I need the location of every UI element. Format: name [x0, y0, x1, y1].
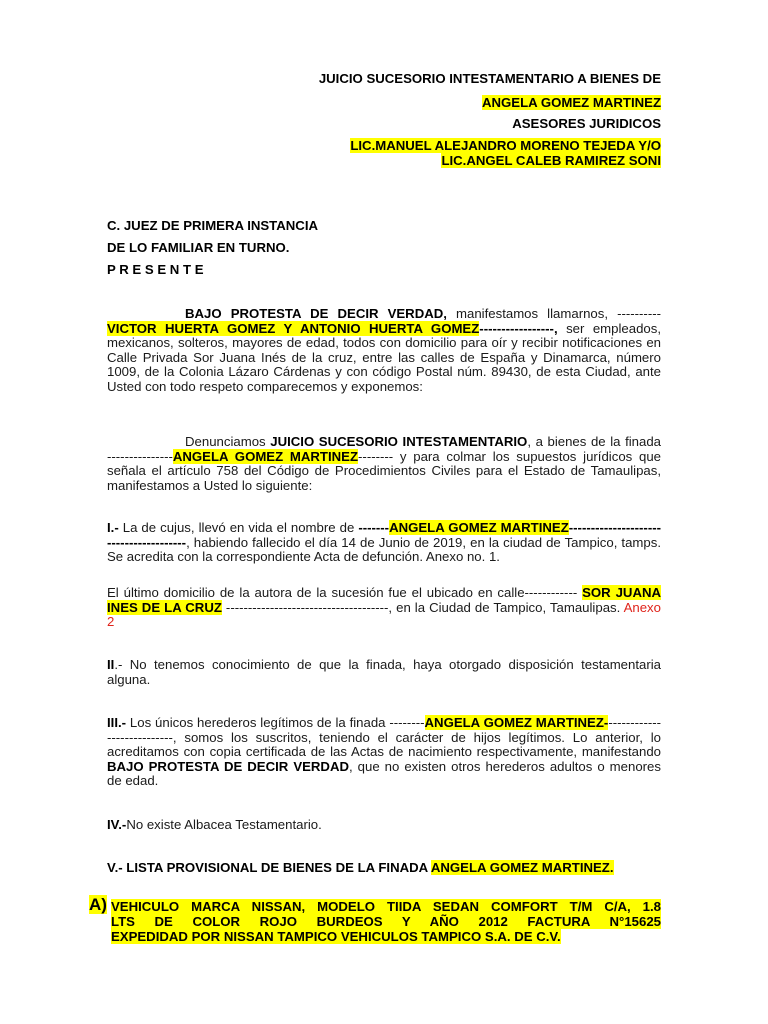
case-title-text: JUICIO SUCESORIO INTESTAMENTARIO A BIENES DE: [318, 71, 661, 86]
item-1b-street: SOR JUANA INES DE LA CRUZ: [107, 585, 662, 615]
item-3-text-c: , que no existen otros herederos adultos o menores de edad.: [107, 758, 661, 789]
item-3-text-a: Los únicos herederos legítimos de la finada --------: [126, 715, 425, 730]
intro-bold-lead: BAJO PROTESTA DE DECIR VERDAD,: [185, 306, 447, 321]
denuncia-bold: JUICIO SUCESORIO INTESTAMENTARIO: [270, 434, 528, 449]
item-2-number: II: [107, 657, 115, 672]
intro-text-c: ser empleados, mexicanos, solteros, mayores de edad, todos con domicilio para oír y recibir notificaciones en Calle Privada Sor Juana Inés de la cruz, entre las calles de España y Dinamarca, número 1009, de la Colonia Lázaro Cárdenas y con código Postal núm. 89430, de esta Ciudad, ante Usted con todo respeto comparecemos y exponemos:: [107, 320, 662, 394]
item-5-paragraph: [107, 861, 661, 876]
item-a-letter-text: A): [89, 895, 107, 914]
item-1-dash-b: ---------------------------------------: [107, 520, 661, 550]
header-lawyer-2: [441, 153, 661, 169]
denuncia-text-b: , a bienes de la finada ---------------: [107, 434, 662, 464]
header-deceased-name: [482, 95, 661, 111]
header-lawyer-1: [350, 138, 661, 154]
addressee-line-1-text: C. JUEZ DE PRIMERA INSTANCIA: [107, 218, 319, 233]
item-a-line-2-text: LTS DE COLOR ROJO BURDEOS Y AÑO 2012 FACTURA N°15625: [111, 914, 661, 929]
addressee-line-2: [107, 241, 661, 256]
item-a-letter: [89, 896, 107, 914]
denuncia-name: ANGELA GOMEZ MARTINEZ: [172, 448, 359, 464]
item-3-bold: BAJO PROTESTA DE DECIR VERDAD: [107, 758, 350, 774]
item-1-domicile-paragraph: [107, 586, 661, 630]
annex-2-label: Anexo 2: [107, 599, 661, 630]
denuncia-text-c: -------- y para colmar los supuestos jurídicos que señala el artículo 758 del Código de Procedimientos Civiles para el Estado de Tamaulipas, manifestamos a Usted lo siguiente:: [107, 448, 661, 493]
addressee-line-2-text: DE LO FAMILIAR EN TURNO.: [107, 240, 290, 255]
item-3-paragraph: [107, 716, 661, 789]
item-a-line-2: [111, 914, 661, 929]
intro-text-a: manifestamos llamarnos, ----------: [446, 306, 661, 321]
item-1b-text-b: -------------------------------------, en la Ciudad de Tampico, Tamaulipas.: [221, 599, 624, 615]
item-1-name: ANGELA GOMEZ MARTINEZ: [389, 520, 569, 535]
item-4-number: IV.-: [107, 817, 127, 832]
lawyer-1-text: LIC.MANUEL ALEJANDRO MORENO TEJEDA Y/O: [350, 138, 661, 153]
item-4-paragraph: [107, 818, 661, 833]
item-3-text-b: ---------------------------, somos los suscritos, teniendo el carácter de hijos legítimos. Lo anterior, lo acreditamos con copia certificada de las Actas de nacimiento respectivamente, manifestando: [107, 715, 662, 760]
item-a-line-3: [111, 929, 661, 944]
item-2-paragraph: [107, 658, 661, 687]
header-case-title: [319, 71, 661, 87]
petitioners-names: VICTOR HUERTA GOMEZ Y ANTONIO HUERTA GOMEZ: [107, 320, 480, 336]
item-4-text: No existe Albacea Testamentario.: [126, 817, 322, 832]
addressee-line-3: [107, 263, 661, 278]
intro-paragraph: [107, 307, 661, 395]
item-a-line-3-text: EXPEDIDAD POR NISSAN TAMPICO VEHICULOS TAMPICO S.A. DE C.V.: [111, 929, 561, 944]
item-1-number: I.-: [107, 520, 119, 535]
item-2-text: .- No tenemos conocimiento de que la finada, haya otorgado disposición testamentaria alguna.: [107, 657, 661, 687]
addressee-line-1: [107, 219, 661, 234]
item-1-paragraph: [107, 521, 661, 565]
item-3-number: III.-: [107, 715, 127, 730]
item-5-name: ANGELA GOMEZ MARTINEZ.: [430, 860, 614, 875]
header-advisors-label: [512, 116, 661, 132]
denuncia-text-a: Denunciamos: [185, 434, 271, 449]
lawyer-2-text: LIC.ANGEL CALEB RAMIREZ SONI: [441, 153, 661, 168]
advisors-label-text: ASESORES JURIDICOS: [512, 116, 661, 131]
denuncia-paragraph: [107, 435, 661, 493]
item-a-line-1: [111, 899, 661, 914]
item-1-dash-a: -------: [358, 520, 390, 535]
addressee-line-3-text: P R E S E N T E: [107, 262, 204, 277]
deceased-name-text: ANGELA GOMEZ MARTINEZ: [482, 95, 661, 110]
item-a-list: [111, 899, 661, 944]
item-1b-text-a: El último domicilio de la autora de la sucesión fue el ubicado en calle------------: [107, 585, 578, 600]
item-3-name: ANGELA GOMEZ MARTINEZ-: [424, 715, 609, 730]
item-1-text-b: , habiendo fallecido el día 14 de Junio de 2019, en la ciudad de Tampico, tamps. Se acredita con la correspondiente Acta de defunción. Anexo no. 1.: [107, 534, 661, 565]
intro-text-b: -----------------,: [479, 320, 558, 336]
item-1-text-a: La de cujus, llevó en vida el nombre de: [118, 520, 359, 535]
item-a-line-1-text: VEHICULO MARCA NISSAN, MODELO TIIDA SEDAN COMFORT T/M C/A, 1.8: [111, 899, 661, 914]
item-5-label: V.- LISTA PROVISIONAL DE BIENES DE LA FINADA: [107, 860, 431, 875]
